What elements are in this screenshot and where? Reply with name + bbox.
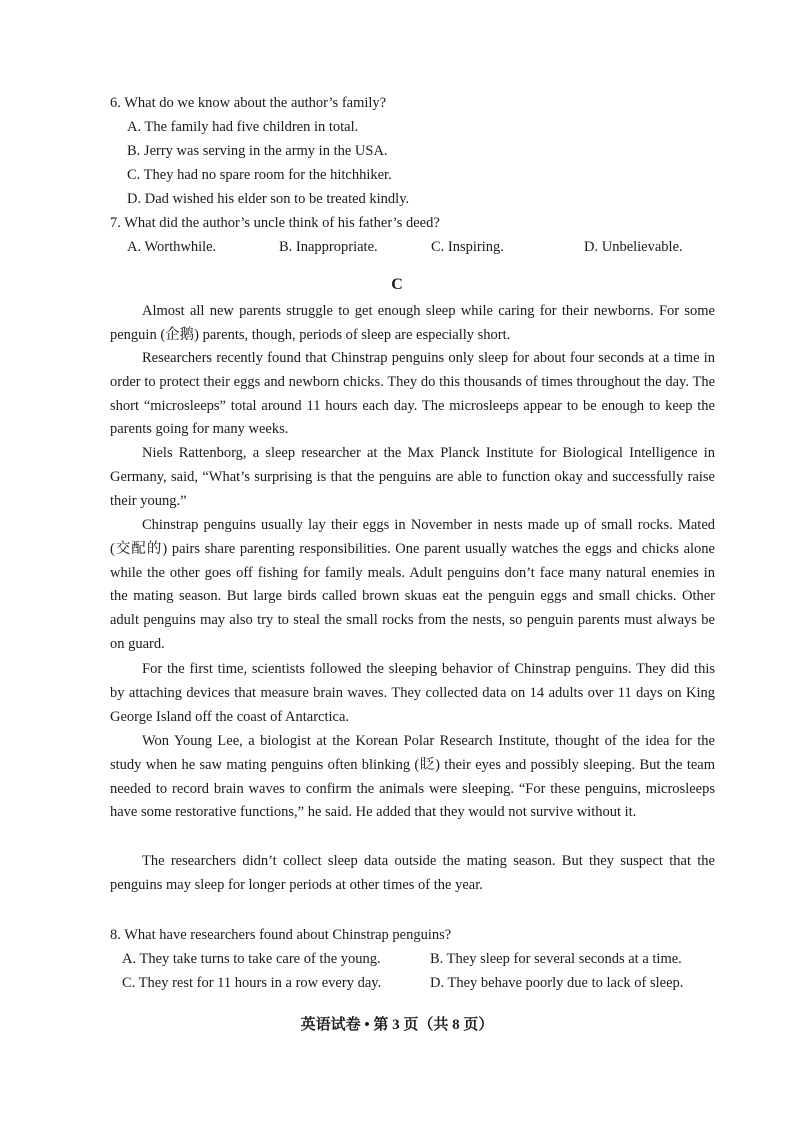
question-7-option-a: A. Worthwhile. [127, 239, 217, 255]
passage-paragraph-2 [110, 347, 715, 442]
question-6-stem: 6. What do we know about the author’s family? [110, 95, 387, 111]
question-6-option-a: A. The family had five children in total. [127, 119, 359, 135]
passage-paragraph-3 [110, 442, 715, 513]
paragraph-text: Almost all new parents struggle to get enough sleep while caring for their newborns. For some penguin (企鹅) parents, though, periods of sleep are especially short. [110, 303, 715, 343]
paragraph-text: Niels Rattenborg, a sleep researcher at the Max Planck Institute for Biological Intelligence in Germany, said, “What’s surprising is that the penguins are able to function okay and successfully raise their young.” [110, 445, 715, 509]
question-7-option-c: C. Inspiring. [431, 239, 504, 255]
paragraph-text: The researchers didn’t collect sleep data outside the mating season. But they suspect that the penguins may sleep for longer periods at other times of the year. [110, 853, 715, 893]
section-heading: C [391, 276, 403, 293]
question-8-stem: 8. What have researchers found about Chinstrap penguins? [110, 927, 452, 943]
passage-paragraph-4 [110, 514, 715, 657]
passage-paragraph-7 [110, 850, 715, 898]
paragraph-text: Researchers recently found that Chinstrap penguins only sleep for about four seconds at a time in order to protect their eggs and newborn chicks. They do this thousands of times throughout the day. The short “microsleeps” total around 11 hours each day. The microsleeps appear to be enough to keep the parents going for many weeks. [110, 350, 715, 438]
question-7-stem: 7. What did the author’s uncle think of his father’s deed? [110, 215, 440, 231]
question-8-option-a: A. They take turns to take care of the young. [122, 951, 381, 967]
question-7-option-d: D. Unbelievable. [584, 239, 683, 255]
question-8-option-b: B. They sleep for several seconds at a time. [430, 951, 682, 967]
paragraph-text: Won Young Lee, a biologist at the Korean Polar Research Institute, thought of the idea for the study when he saw mating penguins often blinking (眨) their eyes and possibly sleeping. But the team needed to record brain waves to confirm the animals were sleeping. “For these penguins, microsleeps have some restorative functions,” he said. He added that they would not survive without it. [110, 733, 715, 821]
question-8-option-c: C. They rest for 11 hours in a row every day. [122, 975, 382, 991]
paragraph-text: For the first time, scientists followed the sleeping behavior of Chinstrap penguins. They did this by attaching devices that measure brain waves. They collected data on 14 adults over 11 days on King George Island off the coast of Antarctica. [110, 661, 715, 725]
passage-paragraph-1 [110, 300, 715, 348]
question-8-option-d: D. They behave poorly due to lack of sleep. [430, 975, 684, 991]
question-6-option-b: B. Jerry was serving in the army in the USA. [127, 143, 388, 159]
paragraph-text: Chinstrap penguins usually lay their eggs in November in nests made up of small rocks. Mated (交配的) pairs share parenting responsibilities. One parent usually watches the eggs and chicks alone while the other goes off fishing for family meals. Adult penguins don’t face many natural enemies in the mating season. But large birds called brown skuas eat the penguin eggs and small chicks. Other adult penguins may also try to steal the small rocks from the nests, so penguin parents must always be on guard. [110, 517, 715, 652]
passage-paragraph-5 [110, 658, 715, 729]
question-6-option-c: C. They had no spare room for the hitchhiker. [127, 167, 392, 183]
question-6-option-d: D. Dad wished his elder son to be treated kindly. [127, 191, 410, 207]
passage-paragraph-6 [110, 730, 715, 825]
page-footer: 英语试卷 • 第 3 页（共 8 页） [300, 1017, 494, 1033]
question-7-option-b: B. Inappropriate. [279, 239, 378, 255]
